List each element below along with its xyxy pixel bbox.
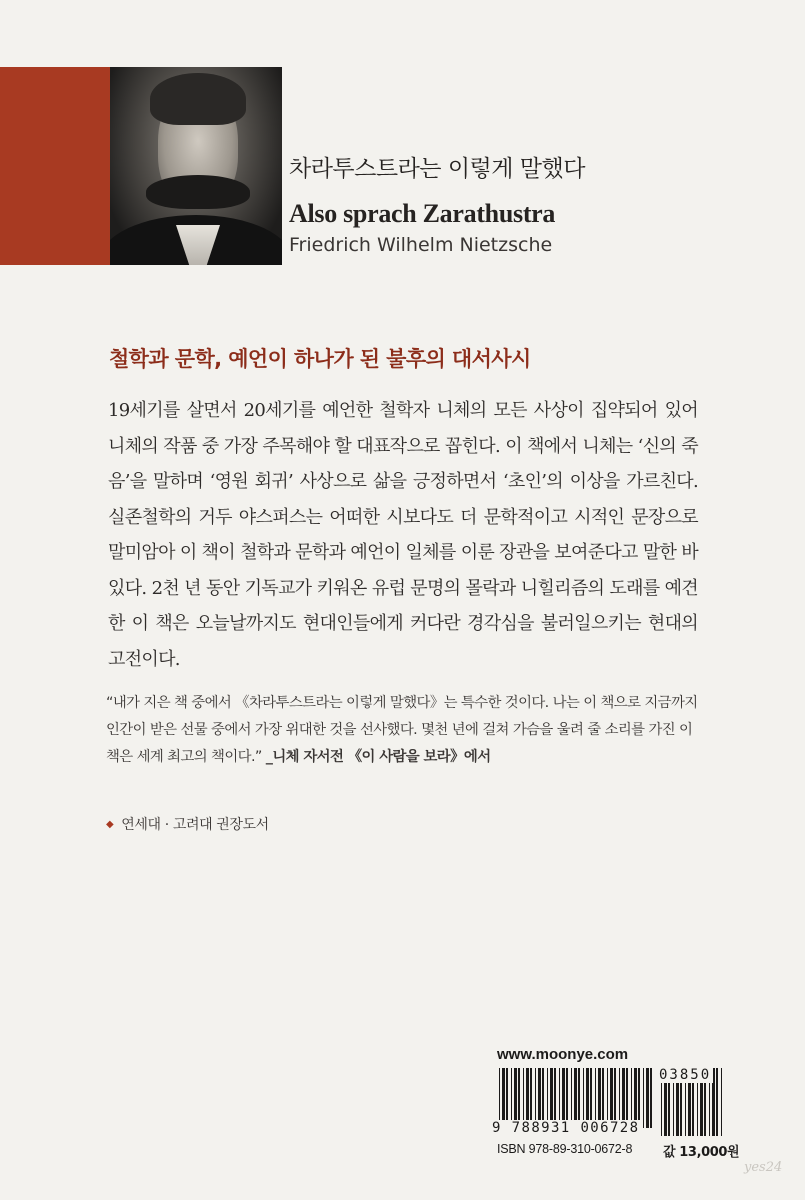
book-title-korean: 차라투스트라는 이렇게 말했다 (289, 156, 585, 182)
book-headline: 철학과 문학, 예언이 하나가 된 불후의 대서사시 (109, 347, 531, 371)
barcode-bar (634, 1068, 637, 1128)
author-name: Friedrich Wilhelm Nietzsche (289, 234, 553, 256)
diamond-bullet-icon: ◆ (106, 819, 114, 830)
barcode-bar (638, 1068, 640, 1128)
barcode-bar (721, 1068, 722, 1136)
barcode-bar (622, 1068, 625, 1128)
barcode-bar (607, 1068, 608, 1128)
barcode-bar (595, 1068, 596, 1128)
ean-barcode-bars (497, 1068, 655, 1128)
barcode-bar (502, 1068, 505, 1128)
barcode-bar (542, 1068, 544, 1128)
barcode-bar (526, 1068, 529, 1128)
cover-color-band (0, 67, 110, 265)
barcode-bar (499, 1068, 500, 1128)
barcode-bar (626, 1068, 628, 1128)
barcode-bar (571, 1068, 572, 1128)
barcode-bar (530, 1068, 532, 1128)
barcode-bar (550, 1068, 553, 1128)
barcode-bar (614, 1068, 616, 1128)
barcode-bar (578, 1068, 580, 1128)
barcode-bar (643, 1068, 644, 1128)
barcode-bar (598, 1068, 601, 1128)
barcode-bar (514, 1068, 517, 1128)
barcode-bar (583, 1068, 584, 1128)
watermark-logo: yes24 (744, 1160, 783, 1175)
barcode-bar (523, 1068, 524, 1128)
barcode-bar (610, 1068, 613, 1128)
barcode-bar (631, 1068, 632, 1128)
barcode-bar (590, 1068, 592, 1128)
barcode-bar (566, 1068, 568, 1128)
barcode-bar (506, 1068, 508, 1128)
barcode-bar (574, 1068, 577, 1128)
barcode-bar (619, 1068, 620, 1128)
barcode-bar (650, 1068, 652, 1128)
nietzsche-quote (106, 690, 698, 771)
barcode-bar (602, 1068, 604, 1128)
book-price: 값 13,000원 (663, 1145, 740, 1160)
barcode-bar (646, 1068, 649, 1128)
recommendation-text: 연세대 · 고려대 권장도서 (121, 817, 269, 833)
addon-digits: 03850 (659, 1067, 712, 1083)
barcode-bar (559, 1068, 560, 1128)
quote-text: “내가 지은 책 중에서 《차라투스트라는 이렇게 말했다》는 특수한 것이다. 나는 이 책으로 지금까지 인간이 받은 선물 중에서 가장 위대한 것을 선사했다. 몇천 년에 걸쳐 가슴을 울려 줄 소리를 가진 이 책은 세계 최고의 책이다.” (106, 695, 698, 765)
book-title-original: Also sprach Zarathustra (289, 199, 556, 228)
author-portrait (110, 67, 282, 265)
quote-source: _니체 자서전 《이 사람을 보라》에서 (265, 749, 491, 765)
ean-digits: 9 788931 006728 (492, 1120, 640, 1136)
book-description: 19세기를 살면서 20세기를 예언한 철학자 니체의 모든 사상이 집약되어 있어 니체의 작품 중 가장 주목해야 할 대표작으로 꼽힌다. 이 책에서 니체는 ‘신의 죽음’을 말하며 ‘영원 회귀’ 사상으로 삶을 긍정하면서 ‘초인’의 이상을 가르친다. 실존철학의 거두 야스퍼스는 어떠한 시보다도 더 문학적이고 시적인 문장으로 말미암아 이 책이 철학과 문학과 예언이 일체를 이룬 장관을 보여준다고 말한 바 있다. 2천 년 동안 기독교가 키워온 유럽 문명의 몰락과 니힐리즘의 도래를 예견한 이 책은 오늘날까지도 현대인들에게 커다란 경각심을 불러일으키는 현대의 고전이다. (108, 400, 698, 670)
barcode-bar (518, 1068, 520, 1128)
barcode-bar (535, 1068, 536, 1128)
portrait-mustache (146, 175, 250, 209)
barcode-bar (562, 1068, 565, 1128)
barcode-bar (547, 1068, 548, 1128)
publisher-website: www.moonye.com (497, 1046, 629, 1063)
isbn-number: ISBN 978-89-310-0672-8 (497, 1142, 633, 1156)
barcode-bar (511, 1068, 512, 1128)
barcode-bar (554, 1068, 556, 1128)
portrait-hair (150, 73, 246, 125)
barcode-bar (538, 1068, 541, 1128)
recommendation-line (106, 814, 269, 834)
barcode-bar (586, 1068, 589, 1128)
barcode-bar (716, 1068, 718, 1136)
